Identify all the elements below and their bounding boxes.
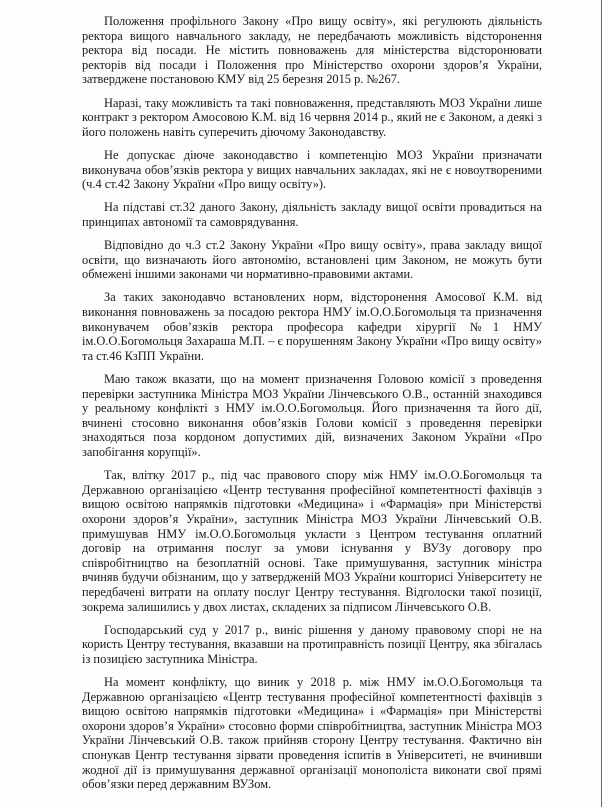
paragraph-acting-rector-appointment: Не допускає діюче законодавство і компетенцію МОЗ України призначати виконувача обов’язків ректора у вищих навчальних закладах, які не є новоутвореними (ч.4 ст.42 Закону України «Про вищу освіту»). bbox=[82, 147, 542, 192]
paragraph-autonomy-rights: Відповідно до ч.3 ст.2 Закону України «Про вищу освіту», права закладу вищої освіти, що визначають його автономію, встановлені цим Законом, не можуть бути обмежені іншими законами чи нормативно-правовими актами. bbox=[82, 238, 542, 282]
paragraph-contract-powers: Наразі, таку можливість та такі повноваження, представляють МОЗ України лише контракт з ректором Амосовою К.М. від 16 червня 2014 р., який не є Законом, а деякі з його положень навіть суперечить діючому Законодавству. bbox=[82, 95, 542, 139]
paragraph-2018-conflict: На момент конфлікту, що виник у 2018 р. між НМУ ім.О.О.Богомольця та Державною організацією «Центр тестування професійної компетентності фахівців з вищою освітою напрямків підготовки «Медицина» і «Фармація» при Міністерстві охорони здоров’я України» стосовно форми співробітництва, заступник Міністра МОЗ України Лінчевський О.В. також прийняв сторону Центру тестування. Фактично він спонукав Центр тестування зірвати проведення іспитів в Університеті, не вчинивши жодної дії із примушування державної організації монополіста виконати свої прямі обов’язки перед державним ВУЗом. bbox=[82, 675, 542, 792]
document-body bbox=[82, 14, 542, 800]
paragraph-conflict-of-interest: Маю також вказати, що на момент призначення Головою комісії з проведення перевірки заступника Міністра МОЗ України Лінчевського О.В., останній знаходився у реальному конфлікті з НМУ ім.О.О.Богомольця. Його призначення та його дії, вчинені стосовно виконання обов’язків Голови комісії з проведення перевірки знаходяться поза кордоном допустимих дій, визначених Законом України «Про запобігання корупції». bbox=[82, 372, 542, 459]
paragraph-law-violation: За таких законодавчо встановлених норм, відсторонення Амосової К.М. від виконання повноважень за посадою ректора НМУ ім.О.О.Богомольця та призначення виконувачем обов’язків ректора професора кафедри хірургії №1 НМУ ім.О.О.Богомольця Захараша М.П. – є порушенням Закону України «Про вищу освіту» та ст.46 КзПП України. bbox=[82, 290, 542, 363]
paragraph-rector-dismissal-law: Положення профільного Закону «Про вищу освіту», які регулюють діяльність ректора вищого навчального закладу, не передбачають можливість відсторонення ректора від посади. Не містить повноважень для міністерства відсторонювати ректорів від посади і Положення про Міністерство охорони здоров’я України, затверджене постановою КМУ від 25 березня 2015 р. №267. bbox=[82, 14, 542, 87]
paragraph-2017-dispute: Так, влітку 2017 р., під час правового спору між НМУ ім.О.О.Богомольця та Державною організацією «Центр тестування професійної компетентності фахівців з вищою освітою напрямків підготовки «Медицина» і «Фармація» при Міністерстві охорони здоров’я України», заступник Міністра МОЗ України Лінчевський О.В. примушував НМУ ім.О.О.Богомольця укласти з Центром тестування оплатний договір на отримання послуг за умови існування у ВУЗу договору про співробітництво на безоплатній основі. Таке примушування, заступник міністра вчиняв будучи обізнаним, що у затвердженій МОЗ України кошторисі Університету не передбачені витрати на оплату послуг Центру тестування. Відголоски такої позиції, зокрема залишились у двох листах, складених за підписом Лінчевського О.В. bbox=[82, 468, 542, 614]
paragraph-court-decision: Господарський суд у 2017 р., виніс рішення у даному правовому спорі не на користь Центру тестування, вказавши на протиправність позиції Центру, яка збігалась із позицією заступника Міністра. bbox=[82, 622, 542, 666]
paragraph-autonomy-principles: На підставі ст.32 даного Закону, діяльність закладу вищої освіти провадиться на принципах автономії та самоврядування. bbox=[82, 200, 542, 229]
